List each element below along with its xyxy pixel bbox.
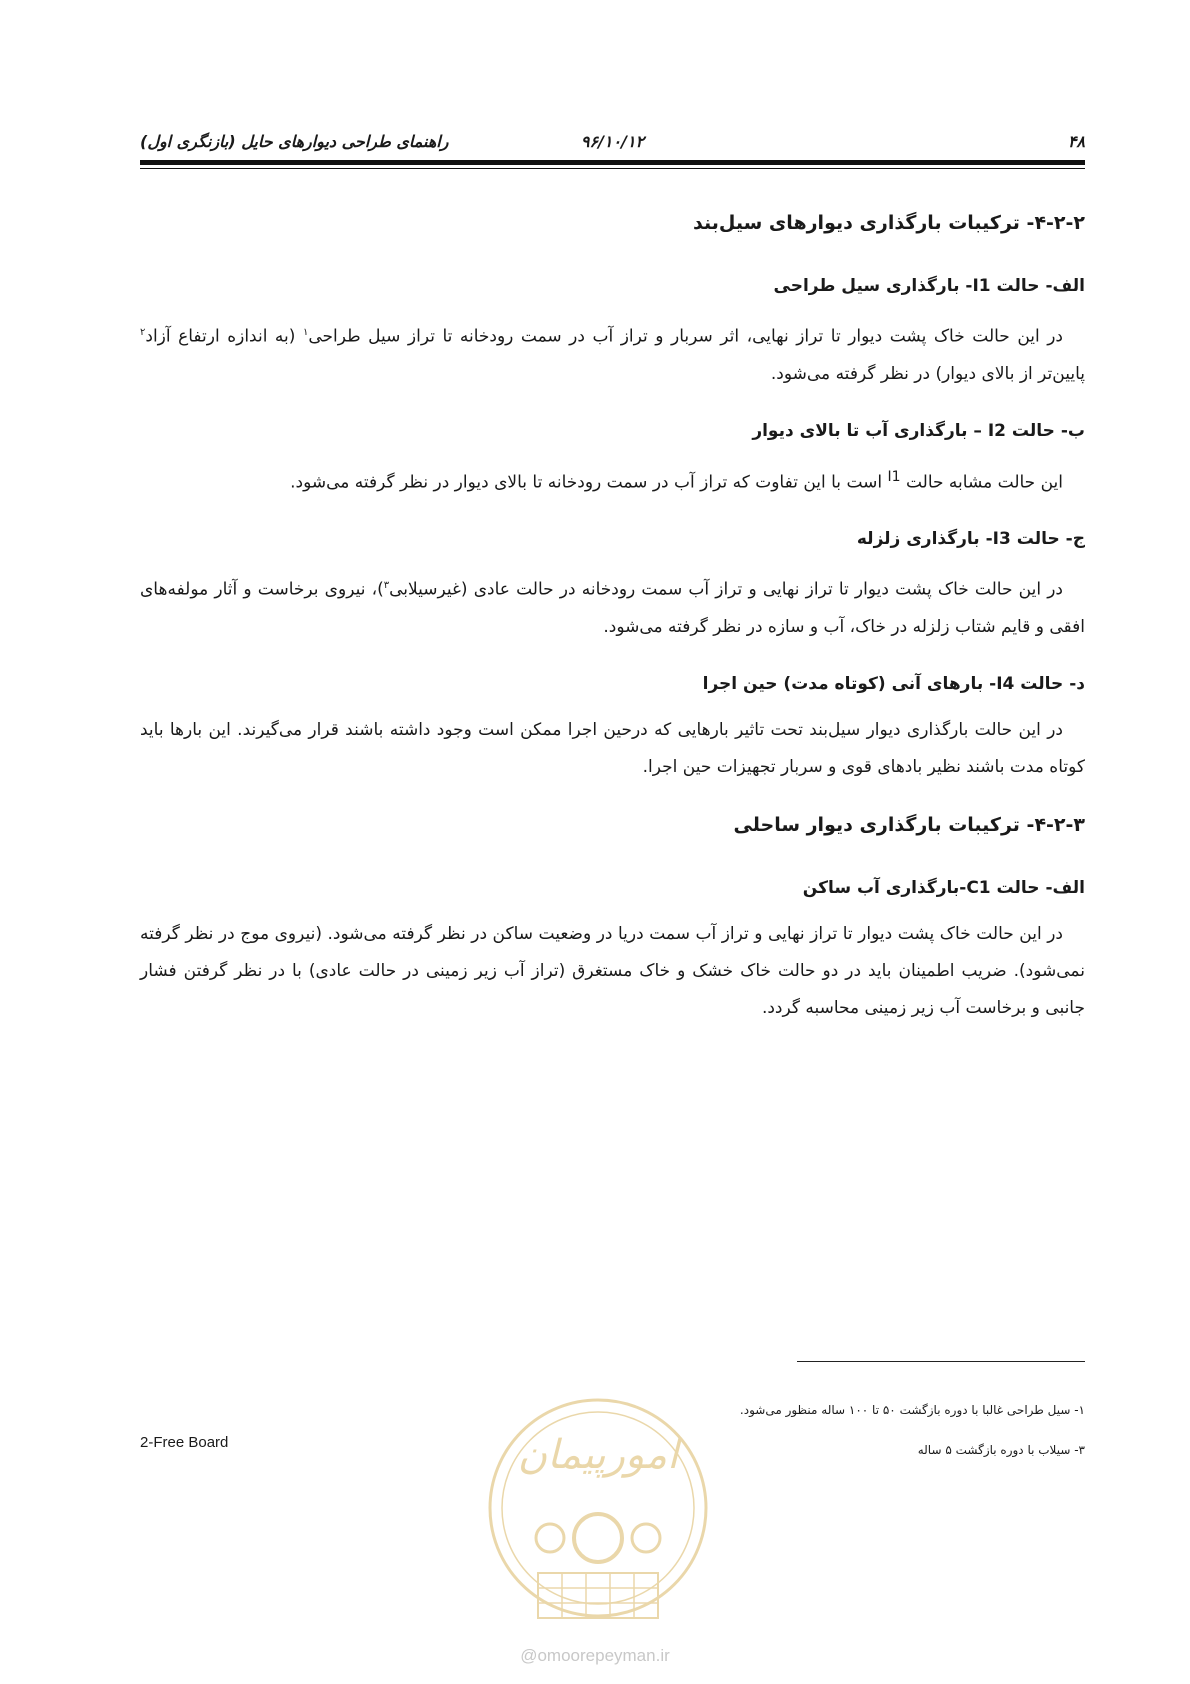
case-i4-title: د- حالت I4- بارهای آنی (کوتاه مدت) حین اجرا [702, 673, 1085, 694]
case-i1-title: الف- حالت I1- بارگذاری سیل طراحی [773, 276, 1085, 296]
footnote-ref-2: ۲ [140, 327, 146, 338]
section-title-4-2-2: ۴-۲-۲- ترکیبات بارگذاری دیوارهای سیل‌بند [693, 212, 1085, 234]
header-rule-thick [140, 160, 1085, 165]
watermark-logo-text: امورپیمان [517, 1432, 679, 1478]
footnote-2: 2-Free Board [140, 1434, 229, 1451]
main-content [140, 212, 1085, 1055]
header-book-title: راهنمای طراحی دیوارهای حایل (بازنگری اول) [140, 132, 449, 151]
footnote-ref-1: ۱ [302, 327, 309, 338]
case-c1-text: در این حالت خاک پشت دیوار تا تراز نهایی و تراز آب سمت دریا در وضعیت ساکن در نظر گرفته می‌شود. (نیروی موج در نظر گرفته نمی‌شود). ضریب اطمینان باید در دو حالت خاک خشک و خاک مستغرق (تراز آب زیر زمینی در حالت عادی) با در نظر گرفتن فشار جانبی و برخاست آب زیر زمینی محاسبه گردد. [140, 923, 1085, 1018]
case-i3-text [140, 567, 1085, 646]
case-c1-title: الف- حالت C1-بارگذاری آب ساکن [802, 877, 1085, 898]
header-page-number: ۴۸ [1067, 132, 1085, 151]
case-i1-text-part1: در این حالت خاک پشت دیوار تا تراز نهایی، اثر سربار و تراز آب در سمت رودخانه تا تراز سیل طراحی [308, 326, 1064, 347]
footnote-3: ۳- سیلاب با دوره بازگشت ۵ ساله [917, 1443, 1085, 1457]
watermark-logo-icon [478, 1388, 718, 1638]
footnote-1: ۱- سیل طراحی غالبا با دوره بازگشت ۵۰ تا ۱۰۰ ساله منظور می‌شود. [739, 1403, 1085, 1417]
case-i2-ref: I1 [887, 468, 901, 485]
header-rule-thin [140, 168, 1085, 169]
section-title-4-2-3: ۴-۲-۳- ترکیبات بارگذاری دیوار ساحلی [733, 813, 1085, 836]
page-header [140, 128, 1085, 160]
footnote-ref-3: ۳ [383, 580, 390, 592]
case-i1-text-part2: (به اندازه ارتفاع آزاد [145, 326, 303, 347]
header-date: ۹۶/۱۰/۱۲ [580, 132, 645, 151]
case-i3-text-part2: )، نیروی برخاست و آثار مولفه‌های افقی و قایم شتاب زلزله در خاک، آب و سازه در نظر گرفته می‌شود. [140, 579, 1085, 637]
case-i2-title: ب- حالت I2 – بارگذاری آب تا بالای دیوار [752, 420, 1085, 441]
case-i2-text [140, 459, 1085, 502]
case-i1-text [140, 314, 1085, 393]
case-i3-title: ج- حالت I3- بارگذاری زلزله [856, 529, 1085, 550]
watermark-url: @omoorepeyman.ir [520, 1646, 670, 1665]
case-i1-text-part3: پایین‌تر از بالای دیوار) در نظر گرفته می‌شود. [770, 363, 1085, 384]
footnote-rule [797, 1361, 1085, 1362]
case-i2-text-part1: این حالت مشابه حالت [900, 472, 1063, 493]
case-i3-text-part1: در این حالت خاک پشت دیوار تا تراز نهایی و تراز آب سمت رودخانه در حالت عادی (غیرسیلابی [389, 579, 1063, 600]
case-i2-text-part2: است با این تفاوت که تراز آب در سمت رودخانه تا بالای دیوار در نظر گرفته می‌شود. [290, 472, 888, 493]
case-i4-text: در این حالت بارگذاری دیوار سیل‌بند تحت تاثیر بارهایی که درحین اجرا ممکن است وجود داشته باشند قرار می‌گیرند. این بارها باید کوتاه مدت باشند نظیر بادهای قوی و سربار تجهیزات حین اجرا. [140, 719, 1085, 777]
